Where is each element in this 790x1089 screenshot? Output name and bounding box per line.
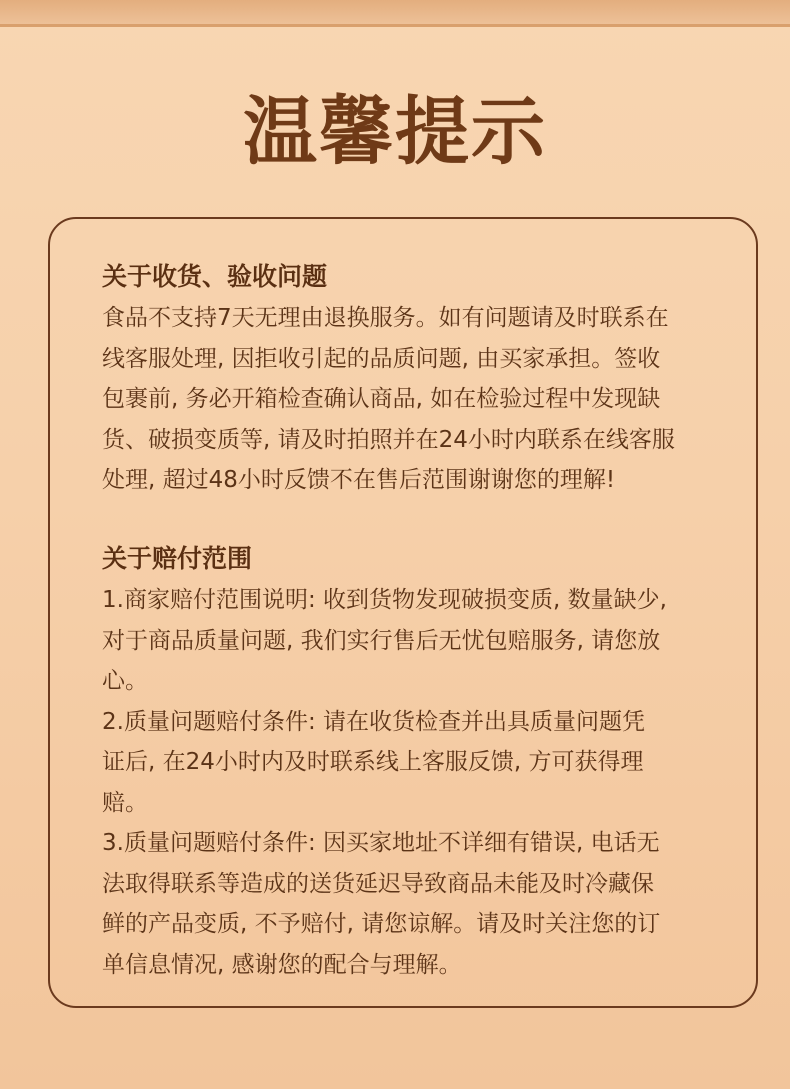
top-band (0, 0, 790, 26)
compensation-line: 1.商家赔付范围说明: 收到货物发现破损变质, 数量缺少, (102, 587, 667, 613)
compensation-section (102, 538, 712, 985)
receipt-line: 线客服处理, 因拒收引起的品质问题, 由买家承担。签收 (102, 345, 661, 372)
receipt-section-title: 关于收货、验收问题 (102, 262, 328, 291)
receipt-section (102, 256, 712, 501)
receipt-line: 食品不支持7天无理由退换服务。如有问题请及时联系在 (102, 305, 669, 331)
compensation-line: 2.质量问题赔付条件: 请在收货检查并出具质量问题凭 (102, 708, 646, 735)
compensation-line: 对于商品质量问题, 我们实行售后无忧包赔服务, 请您放 (102, 627, 661, 654)
compensation-section-title: 关于赔付范围 (102, 544, 253, 573)
compensation-line: 3.质量问题赔付条件: 因买家地址不详细有错误, 电话无 (102, 830, 660, 856)
compensation-line: 赔。 (102, 789, 148, 816)
receipt-line: 包裹前, 务必开箱检查确认商品, 如在检验过程中发现缺 (102, 386, 661, 412)
receipt-line: 处理, 超过48小时反馈不在售后范围谢谢您的理解! (102, 467, 616, 493)
compensation-line: 单信息情况, 感谢您的配合与理解。 (102, 951, 462, 978)
top-divider-line (0, 24, 790, 27)
compensation-line: 心。 (102, 668, 148, 694)
receipt-line: 货、破损变质等, 请及时拍照并在24小时内联系在线客服 (102, 426, 675, 453)
page-title: 温馨提示 (243, 89, 547, 175)
compensation-line: 鲜的产品变质, 不予赔付, 请您谅解。请及时关注您的订 (102, 911, 661, 937)
compensation-line: 法取得联系等造成的送货延迟导致商品未能及时冷藏保 (102, 870, 654, 897)
compensation-line: 证后, 在24小时内及时联系线上客服反馈, 方可获得理 (102, 749, 644, 775)
